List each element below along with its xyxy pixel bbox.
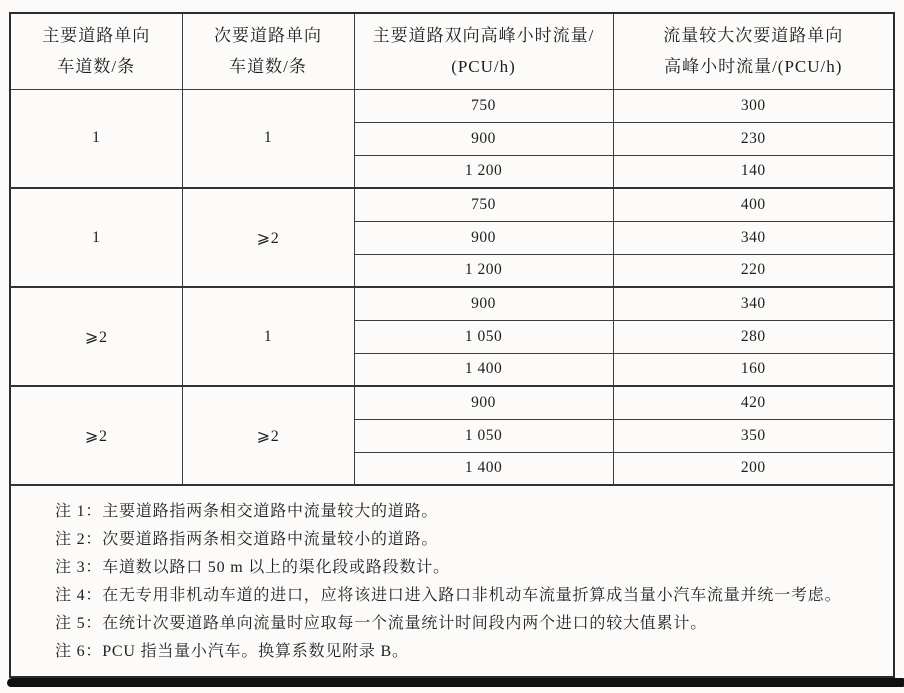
minor-flow-cell: 340	[613, 221, 894, 254]
major-lanes-cell: 1	[10, 188, 182, 287]
minor-flow-cell: 340	[613, 287, 894, 320]
note-line: 注 5：在统计次要道路单向流量时应取每一个流量统计时间段内两个进口的较大值累计。	[55, 615, 708, 632]
header-minor-flow	[613, 13, 894, 89]
notes-section	[10, 485, 894, 677]
major-flow-cell: 900	[354, 386, 613, 419]
note-line: 注 6：PCU 指当量小汽车。换算系数见附录 B。	[55, 643, 409, 660]
minor-flow-cell: 400	[613, 188, 894, 221]
header-text: 车道数/条	[57, 57, 136, 77]
minor-lanes-cell: ⩾2	[182, 386, 354, 485]
major-lanes-cell: 1	[10, 89, 182, 188]
note-line: 注 3：车道数以路口 50 m 以上的渠化段或路段数计。	[55, 559, 450, 576]
minor-flow-cell: 200	[613, 452, 894, 485]
traffic-flow-warrant-table	[9, 12, 895, 678]
header-major-flow	[354, 13, 613, 89]
note-line: 注 2：次要道路指两条相交道路中流量较小的道路。	[55, 531, 439, 548]
note-line: 注 4：在无专用非机动车道的进口，应将该进口进入路口非机动车流量折算成当量小汽车流量并统一考虑。	[55, 587, 842, 604]
minor-flow-cell: 420	[613, 386, 894, 419]
minor-flow-cell: 140	[613, 155, 894, 188]
scan-artifact-bar	[7, 678, 904, 687]
header-row	[10, 13, 894, 89]
table-row	[10, 89, 894, 122]
minor-flow-cell: 230	[613, 122, 894, 155]
notes-cell	[10, 485, 894, 677]
table-row	[10, 386, 894, 419]
header-text: 车道数/条	[229, 57, 307, 77]
header-major-lanes	[10, 13, 182, 89]
minor-flow-cell: 350	[613, 419, 894, 452]
major-flow-cell: 750	[354, 188, 613, 221]
major-flow-cell: 900	[354, 221, 613, 254]
major-flow-cell: 1 200	[354, 254, 613, 287]
header-text: 次要道路单向	[214, 25, 322, 45]
table-row	[10, 287, 894, 320]
header-text: 主要道路单向	[42, 25, 151, 45]
header-text: 流量较大次要道路单向	[663, 25, 844, 45]
header-text: 高峰小时流量/(PCU/h)	[664, 57, 843, 77]
minor-flow-cell: 300	[613, 89, 894, 122]
minor-flow-cell: 280	[613, 320, 894, 353]
major-flow-cell: 1 400	[354, 452, 613, 485]
minor-flow-cell: 220	[613, 254, 894, 287]
header-text: 主要道路双向高峰小时流量/	[372, 25, 595, 45]
header-minor-lanes	[182, 13, 354, 89]
major-flow-cell: 1 400	[354, 353, 613, 386]
header-text: (PCU/h)	[451, 57, 516, 77]
note-line: 注 1：主要道路指两条相交道路中流量较大的道路。	[55, 503, 439, 520]
minor-lanes-cell: 1	[182, 287, 354, 386]
major-flow-cell: 900	[354, 122, 613, 155]
major-flow-cell: 1 050	[354, 419, 613, 452]
major-lanes-cell: ⩾2	[10, 287, 182, 386]
major-flow-cell: 1 050	[354, 320, 613, 353]
major-flow-cell: 900	[354, 287, 613, 320]
minor-flow-cell: 160	[613, 353, 894, 386]
minor-lanes-cell: ⩾2	[182, 188, 354, 287]
table-row	[10, 188, 894, 221]
major-flow-cell: 750	[354, 89, 613, 122]
minor-lanes-cell: 1	[182, 89, 354, 188]
major-flow-cell: 1 200	[354, 155, 613, 188]
major-lanes-cell: ⩾2	[10, 386, 182, 485]
